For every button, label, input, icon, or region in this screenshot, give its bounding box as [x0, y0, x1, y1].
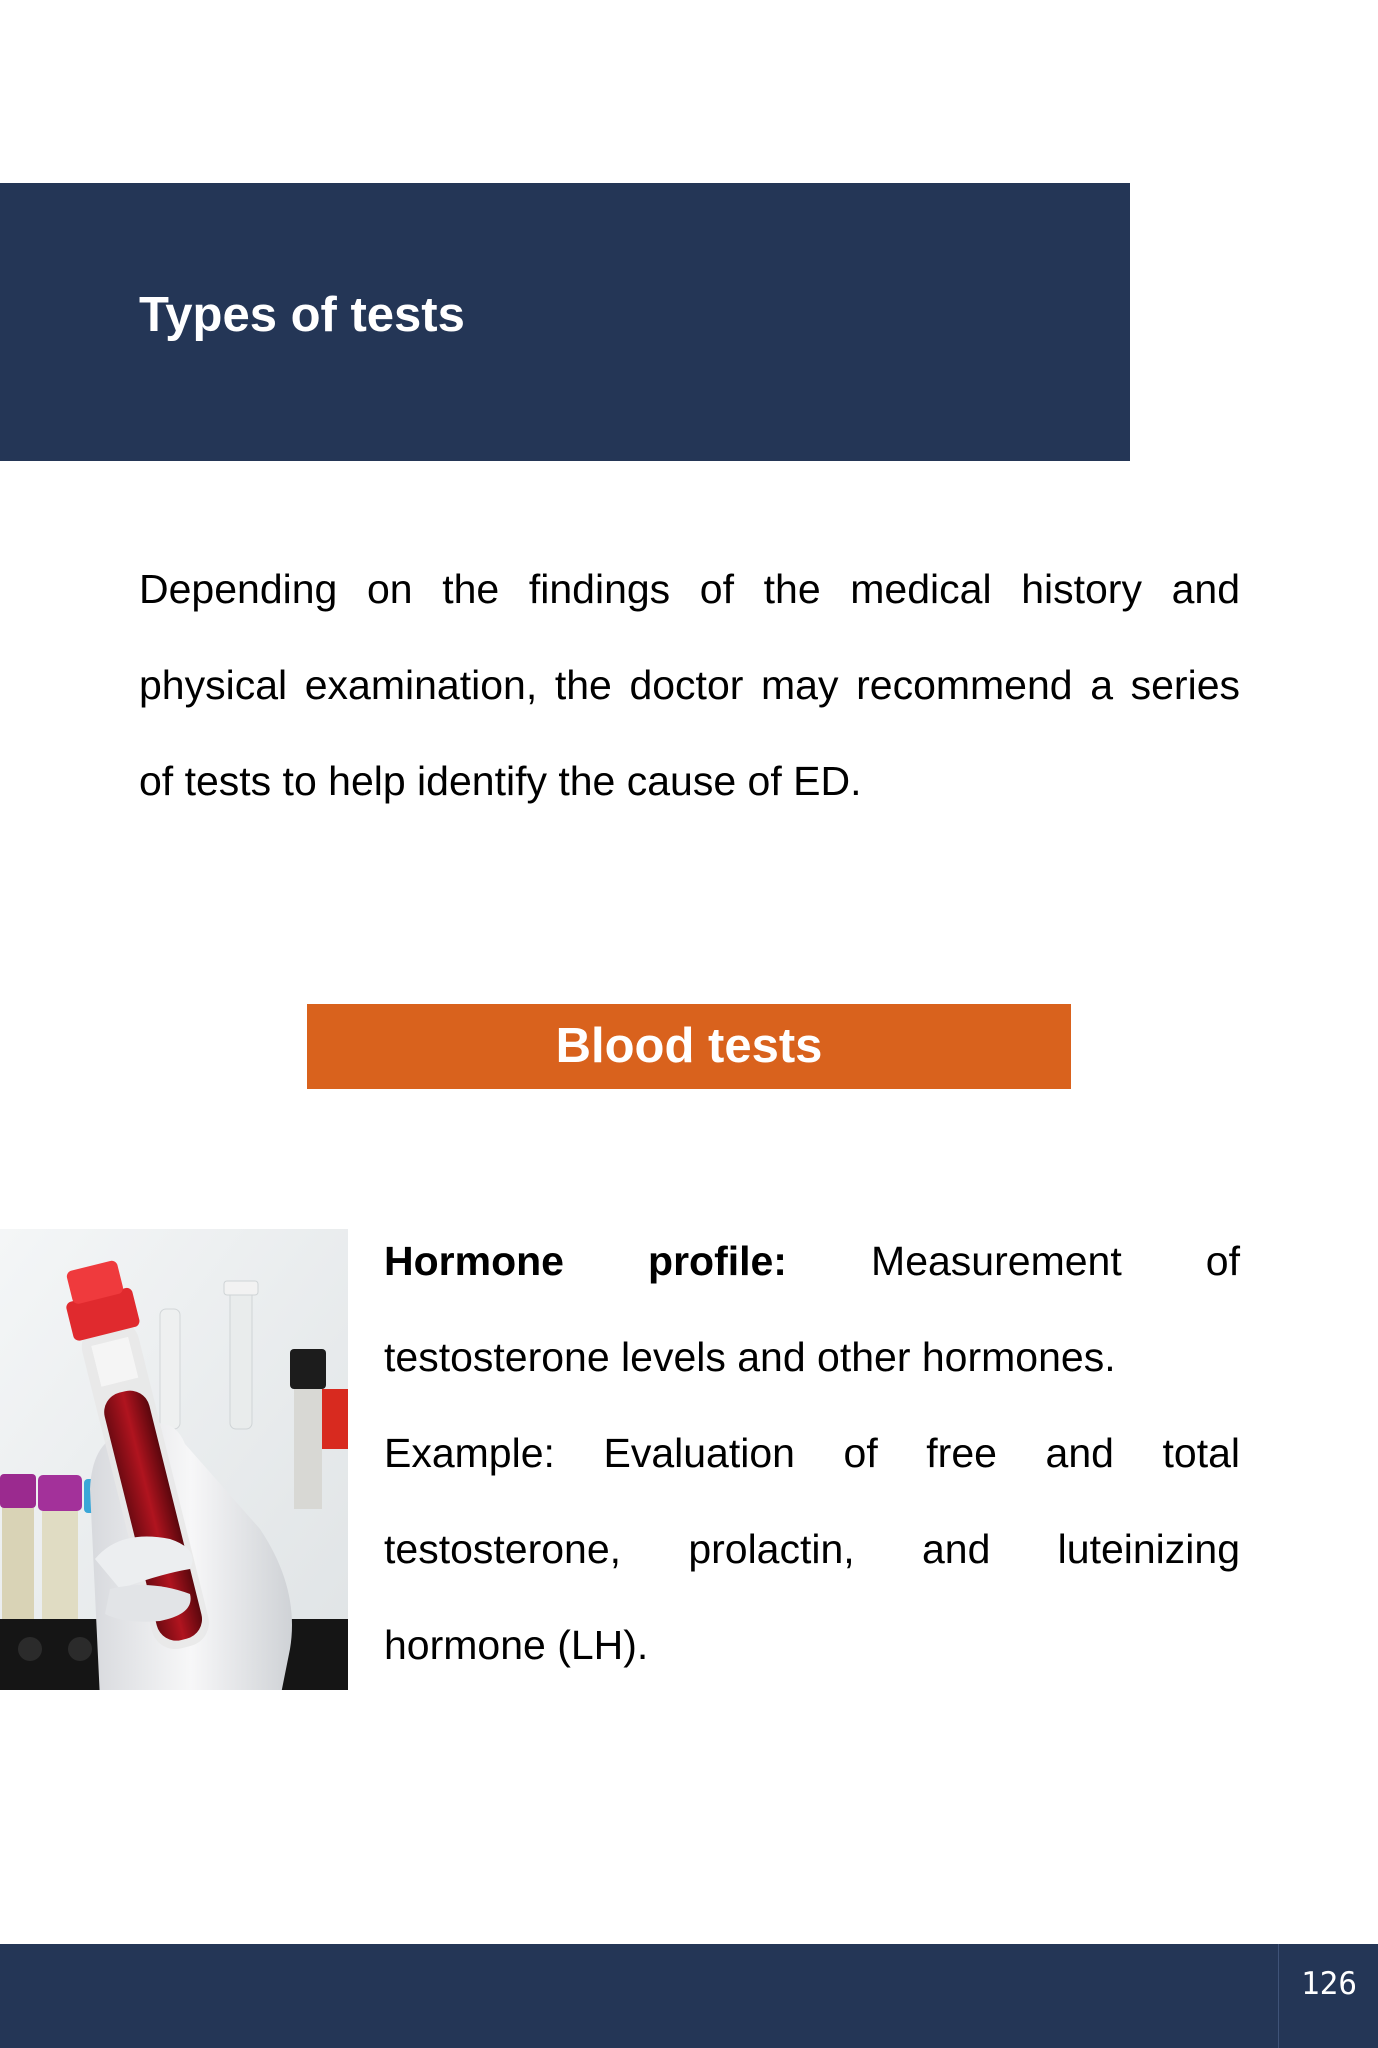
page-footer: [0, 1944, 1378, 2048]
page-number: 126: [1301, 1966, 1357, 2002]
hormone-profile-block: [384, 1213, 1240, 1693]
hormone-profile-label: Hormone profile:: [384, 1238, 787, 1284]
title-band: [0, 183, 1130, 461]
intro-paragraph: Depending on the findings of the medical history and physical examination, the doctor may recommend a series of tests to help identify the cause of ED.: [139, 566, 1240, 804]
page-title: Types of tests: [139, 288, 465, 342]
hormone-profile-example: Example: Evaluation of free and total testosterone, prolactin, and luteinizing hormone (LH).: [384, 1430, 1240, 1668]
footer-divider: [1278, 1944, 1279, 2048]
hormone-profile-text: Measurement of testosterone levels and other hormones.: [384, 1238, 1240, 1380]
section-heading-blood-tests: Blood tests: [307, 1004, 1071, 1089]
hormone-profile-description: [384, 1213, 1240, 1405]
blood-sample-tube-image: [0, 1229, 348, 1690]
